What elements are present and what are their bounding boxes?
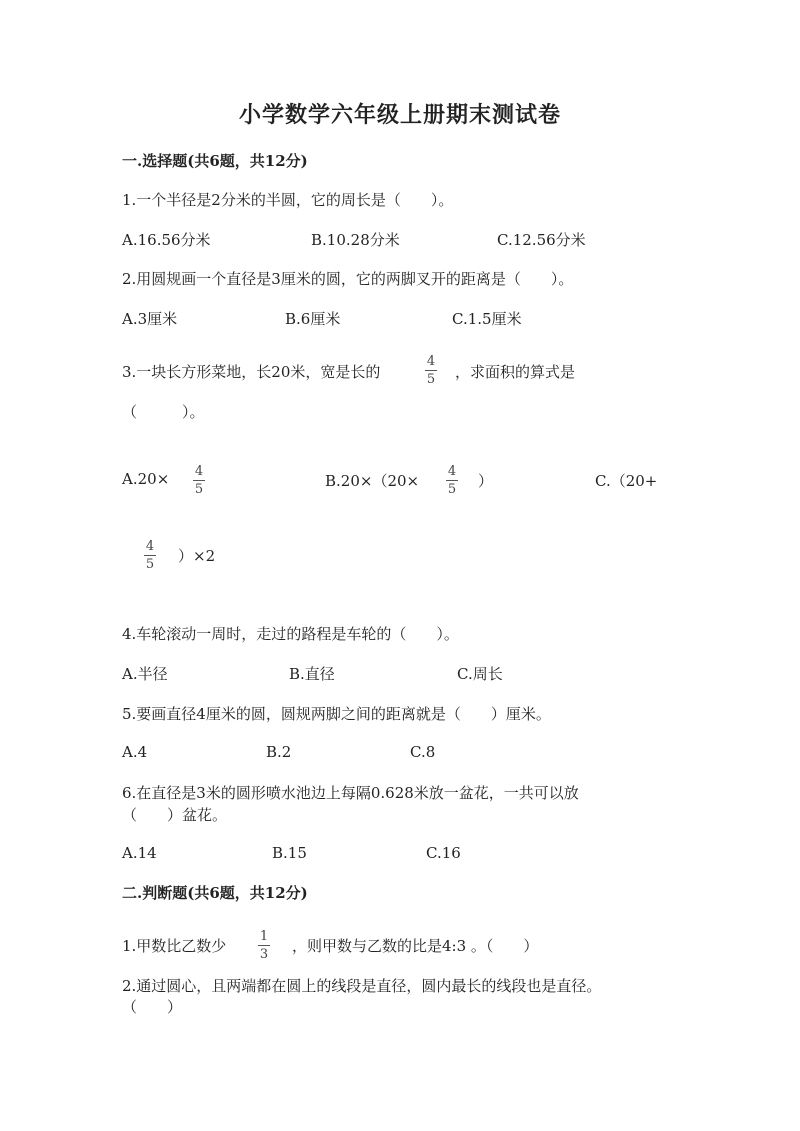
q3-option-b-suffix: ） [478, 472, 494, 490]
question-3-cont: ，求面积的算式是 [455, 363, 576, 381]
judge-question-2: 2.通过圆心，且两端都在圆上的线段是直径，圆内最长的线段也是直径。 [122, 977, 602, 995]
q1-option-b: B.10.28分米 [311, 231, 400, 249]
question-4: 4.车轮滚动一周时，走过的路程是车轮的（ ）。 [122, 625, 459, 643]
q2-option-c: C.1.5厘米 [452, 310, 522, 328]
q5-option-b: B.2 [266, 743, 292, 761]
judge-question-1-cont: ，则甲数与乙数的比是4:3 。（ ） [292, 937, 539, 955]
q6-option-b: B.15 [272, 844, 307, 862]
q3-option-c-suffix: ）×2 [178, 547, 216, 565]
q3-option-c: C.（20+ [595, 472, 658, 490]
question-3-blank: （ ）。 [122, 403, 205, 421]
q2-option-b: B.6厘米 [285, 310, 341, 328]
q3-option-a: A.20× [122, 470, 170, 488]
fraction-denominator: 5 [194, 482, 204, 497]
page-title: 小学数学六年级上册期末测试卷 [238, 102, 561, 128]
q4-option-c: C.周长 [457, 665, 503, 683]
question-2: 2.用圆规画一个直径是3厘米的圆，它的两脚叉开的距离是（ ）。 [122, 270, 574, 288]
q3-option-c-fraction [144, 539, 156, 572]
fraction-denominator: 3 [259, 947, 269, 962]
judge-question-1: 1.甲数比乙数少 [122, 937, 227, 955]
q1-option-c: C.12.56分米 [497, 231, 586, 249]
fraction-denominator: 5 [447, 482, 457, 497]
fraction-numerator: 1 [259, 929, 269, 944]
fraction-numerator: 4 [426, 354, 436, 369]
q4-option-b: B.直径 [289, 665, 335, 683]
q3-option-b-fraction [446, 464, 458, 497]
q5-option-a: A.4 [122, 743, 148, 761]
fraction-numerator: 4 [447, 464, 457, 479]
question-6: 6.在直径是3米的圆形喷水池边上每隔0.628米放一盆花，一共可以放 [122, 784, 579, 802]
q6-option-a: A.14 [122, 844, 157, 862]
judge-question-2-blank: （ ） [122, 998, 183, 1016]
q3-option-a-fraction [193, 464, 205, 497]
q2-option-a: A.3厘米 [122, 310, 178, 328]
q5-option-c: C.8 [410, 743, 436, 761]
fraction-numerator: 4 [145, 539, 155, 554]
question-3: 3.一块长方形菜地，长20米，宽是长的 [122, 363, 381, 381]
q6-option-c: C.16 [426, 844, 461, 862]
q1-option-a: A.16.56分米 [122, 231, 211, 249]
section-heading-choice: 一.选择题(共6题，共12分) [122, 152, 308, 170]
judge-q1-fraction [258, 929, 270, 962]
q3-option-b: B.20×（20× [325, 472, 420, 490]
question-6-blank: （ ）盆花。 [122, 806, 228, 824]
q3-fraction [425, 354, 437, 387]
section-heading-judge: 二.判断题(共6题，共12分) [122, 884, 308, 902]
question-5: 5.要画直径4厘米的圆，圆规两脚之间的距离就是（ ）厘米。 [122, 705, 551, 723]
fraction-denominator: 5 [145, 557, 155, 572]
question-1: 1.一个半径是2分米的半圆，它的周长是（ ）。 [122, 191, 454, 209]
fraction-numerator: 4 [194, 464, 204, 479]
q4-option-a: A.半径 [122, 665, 168, 683]
fraction-denominator: 5 [426, 372, 436, 387]
